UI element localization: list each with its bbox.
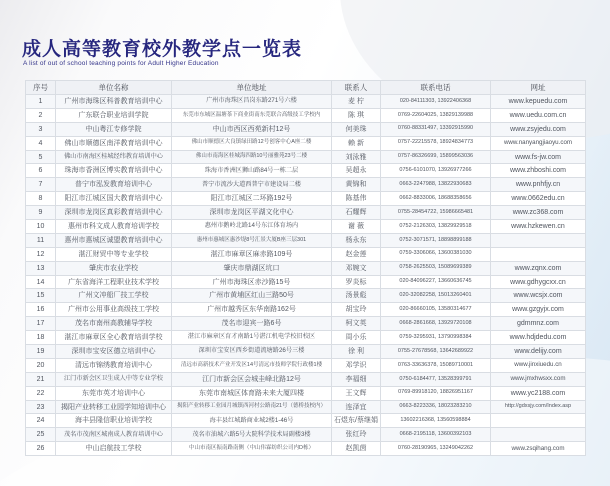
- table-cell: 何美珠: [332, 122, 381, 136]
- table-cell: 深圳市龙岗区真彩教育培训中心: [56, 206, 172, 220]
- table-cell: 普宁市泓发教育培训中心: [56, 178, 172, 192]
- table-cell: 邓学识: [332, 358, 381, 372]
- table-cell: 汤景彪: [332, 289, 381, 303]
- table-cell: www.fs-jw.com: [491, 150, 586, 164]
- table-cell: 中山粤江专修学院: [56, 122, 172, 136]
- table-cell: 广州市越秀区东华南路162号: [172, 303, 332, 317]
- table-cell: 刘泳雅: [332, 150, 381, 164]
- table-row: [26, 303, 586, 317]
- table-cell: 020-86660105, 13580314677: [381, 303, 491, 317]
- table-row: [26, 261, 586, 275]
- table-row: [26, 220, 586, 234]
- table-row: [26, 414, 586, 428]
- table-cell: 25: [26, 428, 56, 442]
- table-cell: 0769-89918120, 18826951167: [381, 386, 491, 400]
- table-cell: 2: [26, 108, 56, 122]
- table-cell: 江门市新会区会城圭峰北路12号: [172, 372, 332, 386]
- table-cell: www.hdjdedu.com: [491, 331, 586, 345]
- table-row: [26, 233, 586, 247]
- table-cell: 21: [26, 372, 56, 386]
- table-cell: 3: [26, 122, 56, 136]
- table-cell: 020-32082258, 15013260401: [381, 289, 491, 303]
- table-cell: 谢 薇: [332, 220, 381, 234]
- table-row: [26, 386, 586, 400]
- table-cell: 黄锦和: [332, 178, 381, 192]
- table-cell: 柯文英: [332, 317, 381, 331]
- table-cell: 0752-3071571, 18898899188: [381, 233, 491, 247]
- table-cell: gdmmnz.com: [491, 317, 586, 331]
- table-cell: www.0662edu.cn: [491, 192, 586, 206]
- table-cell: 广东联合职业培训学院: [56, 108, 172, 122]
- table-cell: 茂名市南州高教辅导学校: [56, 317, 172, 331]
- table-cell: 麦 柠: [332, 95, 381, 109]
- table-cell: 8: [26, 192, 56, 206]
- table-cell: www.pnhfjy.cn: [491, 178, 586, 192]
- table-cell: 海丰县红城路商业城2楼1-46号: [172, 414, 332, 428]
- table-cell: www.wcsjx.com: [491, 289, 586, 303]
- table-cell: 13602216368, 13560598884: [381, 414, 491, 428]
- table-cell: 0755-27678568, 13642689922: [381, 345, 491, 359]
- table-cell: 广州市海珠区科普教育培训中心: [56, 95, 172, 109]
- table-cell: 6: [26, 164, 56, 178]
- table-cell: www.kepuedu.com: [491, 95, 586, 109]
- table-cell: 湛江市麻章区全心教育培训学校: [56, 331, 172, 345]
- table-cell: 深圳市宝安区西乡街道流塘路26号三楼: [172, 345, 332, 359]
- table-cell: 杨永东: [332, 233, 381, 247]
- table-cell: www.delijy.com: [491, 345, 586, 359]
- table-cell: 10: [26, 220, 56, 234]
- table-cell: 0662-8833006, 18688358656: [381, 192, 491, 206]
- column-header: 序号: [26, 81, 56, 95]
- column-header: 网址: [491, 81, 586, 95]
- table-cell: www.hzkewen.cn: [491, 220, 586, 234]
- table-row: [26, 136, 586, 150]
- table-cell: 0759-3306066, 13600381030: [381, 247, 491, 261]
- table-row: [26, 345, 586, 359]
- table-row: [26, 108, 586, 122]
- table-cell: 东莞市英才培训中心: [56, 386, 172, 400]
- table-row: [26, 428, 586, 442]
- table-cell: 1: [26, 95, 56, 109]
- table-cell: 广州市海珠区赤沙路15号: [172, 275, 332, 289]
- table-cell: 13: [26, 261, 56, 275]
- table-row: [26, 289, 586, 303]
- table-cell: 肇庆市农业学校: [56, 261, 172, 275]
- table-row: [26, 442, 586, 456]
- table-cell: www.yc2188.com: [491, 386, 586, 400]
- table-row: [26, 275, 586, 289]
- column-header: 单位地址: [172, 81, 332, 95]
- table-cell: 广州市海珠区昌岗东路271号六楼: [172, 95, 332, 109]
- table-row: [26, 95, 586, 109]
- table-cell: 李福细: [332, 372, 381, 386]
- column-header: 联系电话: [381, 81, 491, 95]
- table-cell: 邓婉文: [332, 261, 381, 275]
- table-cell: http://gdxsjy.com/Index.asp: [491, 400, 586, 414]
- table-cell: 石煜东/蔡继娟: [332, 414, 381, 428]
- table-cell: 茂名市迎宾一路6号: [172, 317, 332, 331]
- table-cell: 23: [26, 400, 56, 414]
- table-cell: 0759-3295931, 13790998384: [381, 331, 491, 345]
- table-cell: 22: [26, 386, 56, 400]
- table-cell: 9: [26, 206, 56, 220]
- table-cell: 徐 利: [332, 345, 381, 359]
- table-cell: 020-84111303, 13922406368: [381, 95, 491, 109]
- table-cell: 广州市公用事业高级技工学校: [56, 303, 172, 317]
- table-cell: 珠海市香洲区狮山路84号一栋二层: [172, 164, 332, 178]
- table-cell: 深圳市龙岗区平湖文化中心: [172, 206, 332, 220]
- table-cell: 0760-88331497, 13392915990: [381, 122, 491, 136]
- table-cell: www.zsqihang.com: [491, 442, 586, 456]
- table-cell: 18: [26, 331, 56, 345]
- table-cell: 赵凯茵: [332, 442, 381, 456]
- table-cell: 佛山市顺德区大良镇绿田路12号创客中心A座二楼: [172, 136, 332, 150]
- table-cell: 0769-22604025, 13829139988: [381, 108, 491, 122]
- teaching-points-table: [25, 80, 586, 456]
- table-cell: 茂名市茂南区城南成人教育培训中心: [56, 428, 172, 442]
- table-cell: 东莞市南城区体育路未来大厦四楼: [172, 386, 332, 400]
- table-cell: 佛山市南海区桂城海四路10号丽雅苑23号二楼: [172, 150, 332, 164]
- table-cell: 20: [26, 358, 56, 372]
- table-cell: 020-84096227, 13660636745: [381, 275, 491, 289]
- table-cell: 0758-2625503, 15089699389: [381, 261, 491, 275]
- table-cell: 东莞市东城区温塘茶下商业街南东莞联合高级技工学校内: [172, 108, 332, 122]
- column-header: 单位名称: [56, 81, 172, 95]
- table-row: [26, 400, 586, 414]
- table-cell: 惠州市科文成人教育培训学校: [56, 220, 172, 234]
- table-cell: 赖 新: [332, 136, 381, 150]
- table-row: [26, 206, 586, 220]
- table-cell: 17: [26, 317, 56, 331]
- table-cell: 佛山市顺德区南洋教育培训中心: [56, 136, 172, 150]
- table-cell: 7: [26, 178, 56, 192]
- table-cell: www.zc368.com: [491, 206, 586, 220]
- table-cell: 王文辉: [332, 386, 381, 400]
- table-cell: 16: [26, 303, 56, 317]
- table-row: [26, 164, 586, 178]
- table-cell: [491, 247, 586, 261]
- table-cell: 江门市新会区卫生成人中等专业学校: [56, 372, 172, 386]
- table-cell: www.nanyangjiaoyu.com: [491, 136, 586, 150]
- table-row: [26, 122, 586, 136]
- table-cell: [491, 233, 586, 247]
- table-cell: 惠州市鹅岭北路14号东江体育场内: [172, 220, 332, 234]
- table-cell: 中山启航技工学校: [56, 442, 172, 456]
- table-cell: 15: [26, 289, 56, 303]
- table-cell: 赵金莲: [332, 247, 381, 261]
- table-cell: 24: [26, 414, 56, 428]
- table-cell: www.zhboshi.com: [491, 164, 586, 178]
- table-cell: 罗炎标: [332, 275, 381, 289]
- page-title: 成人高等教育校外教学点一览表: [22, 39, 303, 60]
- table-row: [26, 150, 586, 164]
- table-cell: www.zsyjedu.com: [491, 122, 586, 136]
- table-cell: 深圳市宝安区德立培训中心: [56, 345, 172, 359]
- table-cell: 阳江市江城区二环路192号: [172, 192, 332, 206]
- table-cell: 湛江市麻章区育才南路1号湛江机电学校旧校区: [172, 331, 332, 345]
- table-cell: www.zqnx.com: [491, 261, 586, 275]
- table-cell: 湛江财贸中等专业学校: [56, 247, 172, 261]
- table-cell: 揭阳产业转移工业园月城镇西河村公路南21号（德桥技校内）: [172, 400, 332, 414]
- table-row: [26, 317, 586, 331]
- table-cell: 0757-22215578, 18924834773: [381, 136, 491, 150]
- table-cell: 0663-2247988, 13822930683: [381, 178, 491, 192]
- column-header: 联系人: [332, 81, 381, 95]
- table-cell: 惠州市惠城区诚盟教育培训中心: [56, 233, 172, 247]
- table-body: [26, 95, 586, 456]
- table-cell: 中山市西区西苑新村12号: [172, 122, 332, 136]
- table-cell: 0763-33636378, 15089710001: [381, 358, 491, 372]
- table-cell: 清远市锦绣教育培训中心: [56, 358, 172, 372]
- table-cell: 陈 琪: [332, 108, 381, 122]
- table-cell: 14: [26, 275, 56, 289]
- table-cell: 珠海市香洲区博实教育培训中心: [56, 164, 172, 178]
- table-cell: 广州市黄埔区红山三路50号: [172, 289, 332, 303]
- table-cell: 湛江市麻章区麻赤路109号: [172, 247, 332, 261]
- table-cell: 连泽宜: [332, 400, 381, 414]
- table-cell: 周小乐: [332, 331, 381, 345]
- table-cell: [491, 414, 586, 428]
- table-row: [26, 372, 586, 386]
- table-cell: www.jmxhwsxx.com: [491, 372, 586, 386]
- table-cell: www.gdhygcxx.cn: [491, 275, 586, 289]
- table-cell: 0668-2195118, 13600392103: [381, 428, 491, 442]
- table-cell: 胡宝玲: [332, 303, 381, 317]
- page-subtitle: A list of out of school teaching points for Adult Higher Education: [23, 60, 219, 67]
- table-cell: 清远市高新技术产业开发区14号清远市技师学院行政楼1楼: [172, 358, 332, 372]
- table-row: [26, 331, 586, 345]
- table-row: [26, 178, 586, 192]
- table-header-row: [26, 81, 586, 95]
- table-cell: 4: [26, 136, 56, 150]
- table-cell: 0757-86326699, 15899563036: [381, 150, 491, 164]
- table-cell: 吴超永: [332, 164, 381, 178]
- table-cell: 0663-8223336, 18023283210: [381, 400, 491, 414]
- table-cell: 茂名市油城六路5号大院科学技术局副楼3楼: [172, 428, 332, 442]
- table-cell: 肇庆市鼎湖区坑口: [172, 261, 332, 275]
- table-cell: 广州文冲船厂技工学校: [56, 289, 172, 303]
- table-cell: 19: [26, 345, 56, 359]
- table-cell: 广东省海洋工程职业技术学校: [56, 275, 172, 289]
- table-cell: 张红玲: [332, 428, 381, 442]
- table-row: [26, 358, 586, 372]
- table-cell: 11: [26, 233, 56, 247]
- table-cell: 石耀辉: [332, 206, 381, 220]
- table-cell: [491, 428, 586, 442]
- table-row: [26, 247, 586, 261]
- table-cell: www.jinxiuedu.cn: [491, 358, 586, 372]
- table-cell: 12: [26, 247, 56, 261]
- table-cell: 陈基伟: [332, 192, 381, 206]
- table-cell: www.uedu.com.cn: [491, 108, 586, 122]
- table-cell: 揭阳产业转移工业园学知培训中心: [56, 400, 172, 414]
- table-cell: 中山市南区振南路南侧（中山伟霖纺织公司内D栋）: [172, 442, 332, 456]
- table-cell: 0756-6101070, 13926977266: [381, 164, 491, 178]
- table-cell: 阳江市江城区国大教育培训中心: [56, 192, 172, 206]
- table-cell: 0668-2861668, 13929720108: [381, 317, 491, 331]
- table-cell: 0750-6184477, 13528399791: [381, 372, 491, 386]
- table-cell: 0755-28454722, 15986665481: [381, 206, 491, 220]
- table-cell: 26: [26, 442, 56, 456]
- table-cell: 0752-2126303, 13829929518: [381, 220, 491, 234]
- table-cell: www.gzgyjx.com: [491, 303, 586, 317]
- table-cell: 惠州市惠城区惠沙堤8号汇景大厦B座三层301: [172, 233, 332, 247]
- table-cell: 佛山市南海区桂城经纬教育培训中心: [56, 150, 172, 164]
- table-cell: 5: [26, 150, 56, 164]
- table-cell: 0760-28190965, 13249042262: [381, 442, 491, 456]
- table-cell: 普宁市流沙大道西普宁市建设局二楼: [172, 178, 332, 192]
- table-cell: 海丰县隆信职业培训学校: [56, 414, 172, 428]
- table-row: [26, 192, 586, 206]
